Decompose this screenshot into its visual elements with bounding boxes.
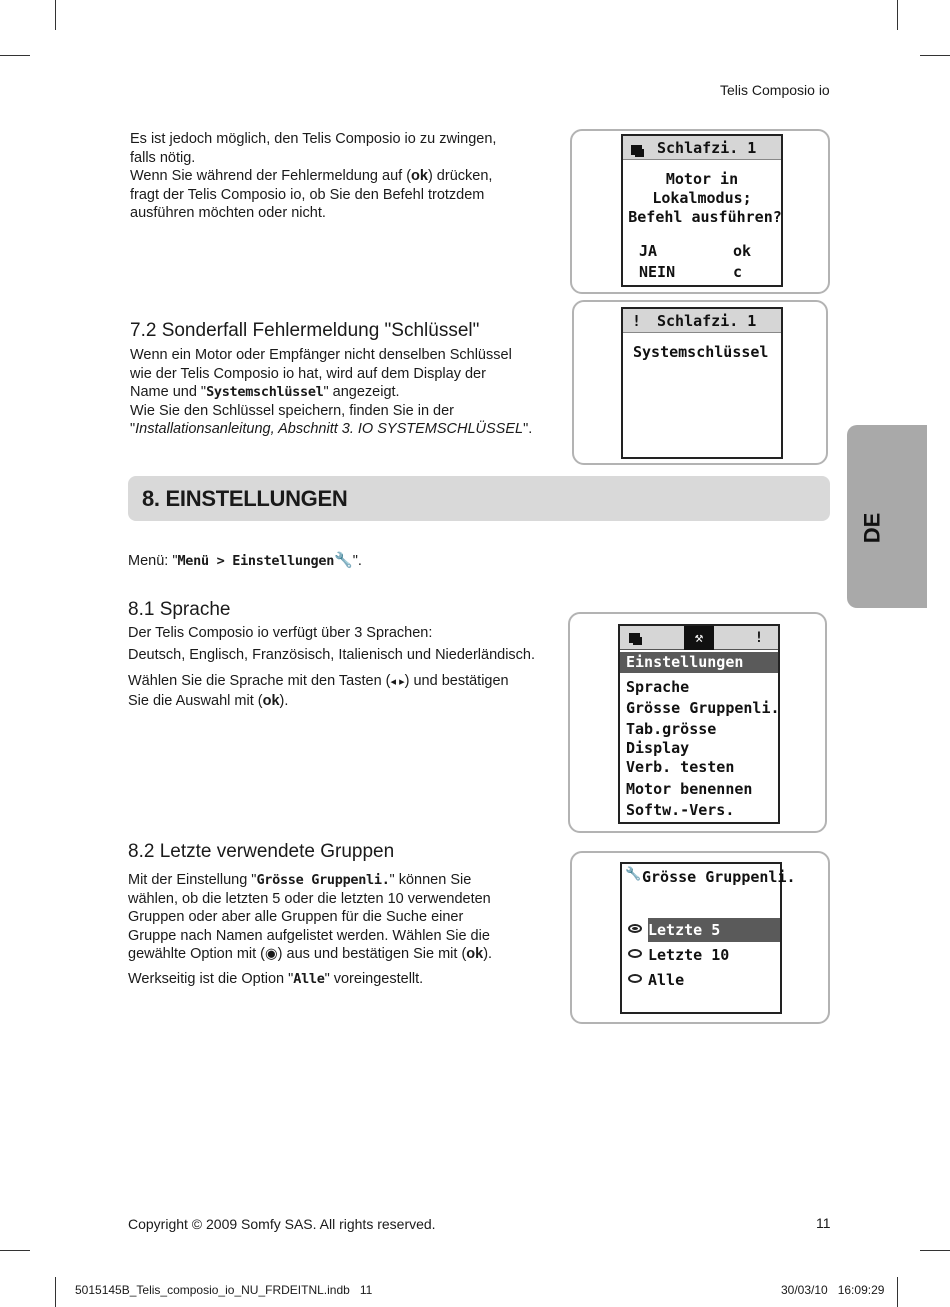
quote-close: ". [523, 421, 533, 437]
screen-title: Schlafzi. 1 [657, 139, 757, 157]
select-button-icon: ◉ [265, 946, 278, 962]
menu-item-display: Display [626, 739, 690, 757]
menu-item-software-version: Softw.-Vers. [626, 801, 735, 819]
menu-item-test-connection: Verb. testen [626, 758, 735, 776]
crop-mark [897, 1277, 898, 1307]
section-8-2-heading: 8.2 Letzte verwendete Gruppen [128, 841, 395, 862]
section-8-1-heading: 8.1 Sprache [128, 599, 231, 620]
display-screen-1 [621, 134, 783, 287]
crop-mark [0, 55, 30, 56]
screen-line-3: Befehl ausführen? [628, 208, 782, 226]
group-size-setting: Grösse Gruppenli. [256, 872, 390, 888]
screen-line-2: Lokalmodus; [652, 189, 752, 207]
crop-mark [55, 1277, 56, 1307]
screen-line-1: Motor in [665, 170, 739, 188]
settings-tab-icon: ⚒ [684, 626, 714, 650]
wrench-icon: 🔧 [334, 552, 353, 569]
alert-icon: ! [632, 312, 642, 330]
menu-title: Einstellungen [626, 653, 744, 671]
screen-title: Schlafzi. 1 [657, 312, 757, 330]
s72-text-2c: " angezeigt. [323, 384, 400, 400]
display-screen-3 [618, 624, 780, 824]
s72-text-3: Wie Sie den Schlüssel speichern, finden Sie in der [130, 402, 455, 419]
s82-text-1a: Mit der Einstellung " [128, 872, 257, 888]
ok-key: ok [411, 168, 428, 184]
s72-text-1: Wenn ein Motor oder Empfänger nicht denselben Schlüssel wie der Telis Composio io hat, wird auf dem Display der [130, 347, 512, 382]
s82-text-1 [128, 871, 568, 890]
display-screen-2 [621, 307, 783, 459]
menu-path-suffix: ". [352, 553, 362, 569]
chapter-bar [128, 476, 830, 521]
arrow-keys-icon: ◂ ▸ [390, 676, 405, 688]
display-screen-4 [620, 862, 796, 1014]
language-tab-label: DE [859, 512, 885, 544]
crop-mark [897, 0, 898, 30]
s72-text-2a: Name und " [130, 384, 207, 400]
alert-tab-icon: ! [754, 630, 764, 646]
s82-text-3a: gewählte Option mit ( [128, 946, 266, 962]
language-tab [847, 425, 927, 608]
ok-key: ok [262, 692, 280, 709]
group-icon [631, 140, 648, 158]
s82-text-1c: " können Sie [389, 872, 472, 888]
ok-key: ok [466, 946, 484, 962]
option-all: Alle [628, 971, 684, 989]
chapter-heading: 8. EINSTELLUNGEN [142, 486, 348, 511]
intro-text-2a: Wenn Sie während der Fehlermeldung auf ( [130, 168, 412, 184]
section-7-2-text [130, 346, 570, 439]
s82-text-4c: " voreingestellt. [324, 970, 424, 987]
menu-path-prefix: Menü: " [128, 553, 178, 569]
section-8-2-text [128, 871, 568, 988]
s82-text-3c: ) aus und bestätigen Sie mit ( [277, 946, 467, 962]
s81-text-3a: Wählen Sie die Sprache mit den Tasten ( [128, 673, 391, 689]
running-header: Telis Composio io [720, 82, 830, 98]
screen-header [623, 136, 781, 160]
s81-text-2: Deutsch, Englisch, Französisch, Italienisch und Niederländisch. [128, 646, 536, 663]
screen-title: Grösse Gruppenli. [642, 868, 796, 886]
s81-text-3e: ). [279, 692, 289, 709]
menu-item-tab-size: Tab.grösse [626, 720, 717, 738]
s82-text-3 [128, 945, 568, 964]
menu-tab-bar [620, 626, 778, 650]
s81-text-1: Der Telis Composio io verfügt über 3 Sprachen: [128, 625, 433, 641]
intro-text-1: Es ist jedoch möglich, den Telis Composio io zu zwingen, falls nötig. [130, 131, 497, 166]
radio-icon [628, 949, 642, 958]
crop-mark [920, 1250, 950, 1251]
screen-line-1: Systemschlüssel [633, 343, 769, 361]
intro-paragraph [130, 130, 550, 223]
radio-icon [628, 974, 642, 983]
s82-text-4a: Werkseitig ist die Option " [128, 970, 294, 987]
groups-tab-icon [622, 626, 652, 650]
intro-text-2c: ) drücken, fragt der Telis Composio io, ob Sie den Befehl trotzdem ausführen möchten oder nicht. [130, 168, 493, 221]
s82-text-4 [128, 970, 568, 989]
screen-header [623, 309, 781, 333]
menu-item-group-size: Grösse Gruppenli. [626, 699, 780, 717]
radio-selected-icon [628, 924, 642, 933]
systemkey-label: Systemschlüssel [206, 384, 324, 400]
copyright: Copyright © 2009 Somfy SAS. All rights reserved. [128, 1216, 436, 1232]
option-yes-label: JA [639, 242, 658, 260]
menu-title-bar [620, 652, 778, 673]
menu-item-sprache: Sprache [626, 678, 690, 696]
default-option: Alle [293, 970, 325, 987]
menu-item-rename-motor: Motor benennen [626, 780, 753, 798]
menu-path [128, 552, 362, 571]
section-8-1-text [128, 624, 568, 710]
quote-open: " [130, 421, 136, 437]
install-guide-ref: Installationsanleitung, Abschnitt 3. IO SYSTEMSCHLÜSSEL [135, 421, 524, 437]
s81-text-3c: ) und bestätigen Sie die Auswahl mit ( [128, 673, 509, 709]
s72-text-4 [130, 420, 570, 439]
menu-path-value: Menü > Einstellungen [177, 553, 335, 569]
page-number: 11 [816, 1215, 831, 1231]
s82-text-2: wählen, ob die letzten 5 oder die letzten 10 verwendeten Gruppen oder aber alle Gruppen für die Suche einer Gruppe nach Namen aufgelistet werden. Wählen Sie die [128, 890, 491, 944]
crop-mark [0, 1250, 30, 1251]
option-last-5: Letzte 5 [628, 921, 720, 939]
crop-mark [920, 55, 950, 56]
section-7-2-heading: 7.2 Sonderfall Fehlermeldung "Schlüssel" [130, 320, 480, 341]
print-date: 30/03/10 16:09:29 [781, 1283, 885, 1297]
wrench-icon: 🔧 [625, 867, 642, 882]
s82-text-3e: ). [483, 946, 493, 962]
crop-mark [55, 0, 56, 30]
intro-text-2 [130, 167, 550, 223]
option-last-10: Letzte 10 [628, 946, 729, 964]
print-filename: 5015145B_Telis_composio_io_NU_FRDEITNL.indb 11 [75, 1283, 373, 1297]
s81-text-3 [128, 672, 568, 710]
option-no-label: NEIN [639, 263, 676, 281]
option-no-key: c [733, 263, 743, 281]
s72-text-2 [130, 383, 570, 402]
option-yes-key: ok [733, 242, 752, 260]
